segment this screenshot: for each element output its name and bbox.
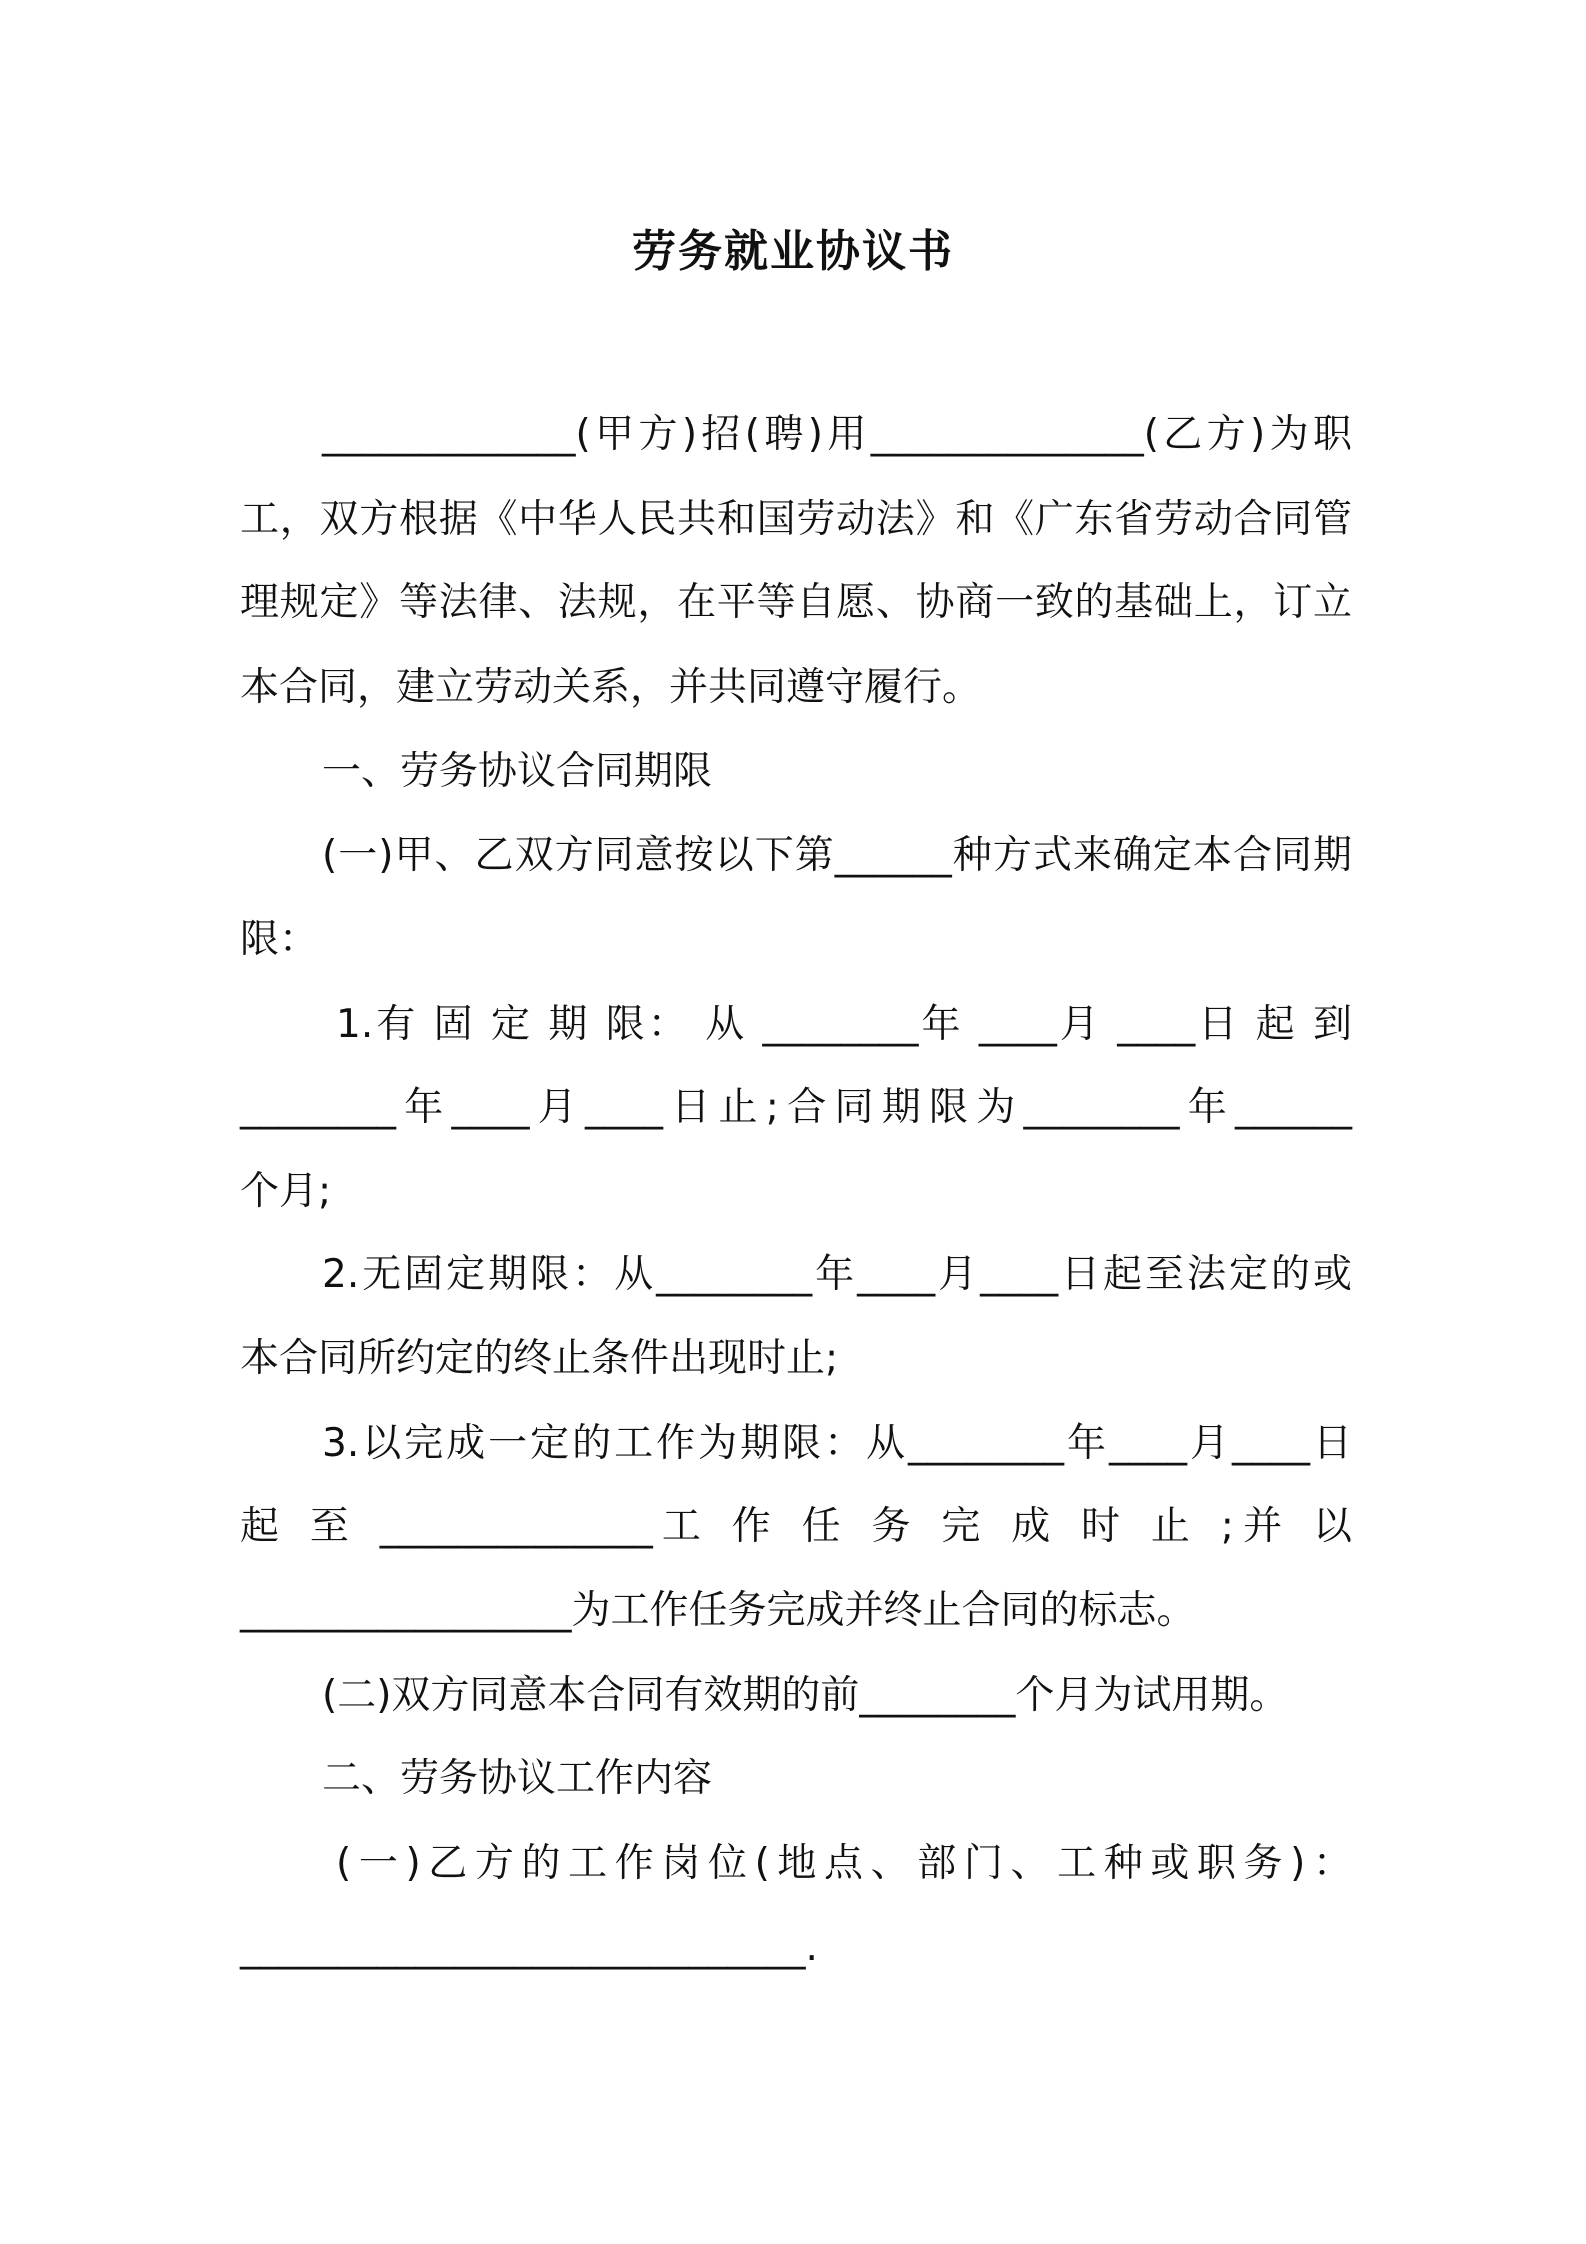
paragraph-line-2: 工，双方根据《中华人民共和国劳动法》和《广东省劳动合同管: [240, 497, 1352, 542]
paragraph-line-19: _____________________________.: [240, 1925, 818, 1970]
paragraph-line-12: 本合同所约定的终止条件出现时止;: [240, 1336, 839, 1381]
paragraph-line-13: 3.以完成一定的工作为期限：从________年____月____日: [322, 1421, 1352, 1466]
paragraph-line-3: 理规定》等法律、法规，在平等自愿、协商一致的基础上，订立: [240, 580, 1352, 625]
section-heading-1: 一、劳务协议合同期限: [322, 749, 713, 794]
paragraph-line-14: 起 至 ______________工 作 任 务 完 成 时 止 ;并 以: [240, 1504, 1352, 1549]
paragraph-line-7: 限：: [240, 917, 319, 962]
paragraph-line-16: (二)双方同意本合同有效期的前________个月为试用期。: [322, 1673, 1289, 1718]
paragraph-line-9: ________年____月____日止;合同期限为________年______: [240, 1085, 1352, 1130]
paragraph-line-10: 个月;: [240, 1169, 332, 1214]
paragraph-line-6: (一)甲、乙双方同意按以下第______种方式来确定本合同期: [322, 833, 1352, 878]
paragraph-line-1: _____________(甲方)招(聘)用______________(乙方)为职: [322, 412, 1352, 457]
paragraph-line-11: 2.无固定期限：从________年____月____日起至法定的或: [322, 1252, 1352, 1297]
paragraph-line-18: (一)乙方的工作岗位(地点、部门、工种或职务)：: [336, 1841, 1352, 1886]
paragraph-line-4: 本合同，建立劳动关系，并共同遵守履行。: [240, 665, 982, 710]
paragraph-line-8: 1.有 固 定 期 限： 从 ________年 ____月 ____日 起 到: [336, 1002, 1352, 1047]
paragraph-line-15: _________________为工作任务完成并终止合同的标志。: [240, 1588, 1196, 1633]
document-title: 劳务就业协议书: [632, 226, 954, 277]
section-heading-2: 二、劳务协议工作内容: [322, 1756, 713, 1801]
